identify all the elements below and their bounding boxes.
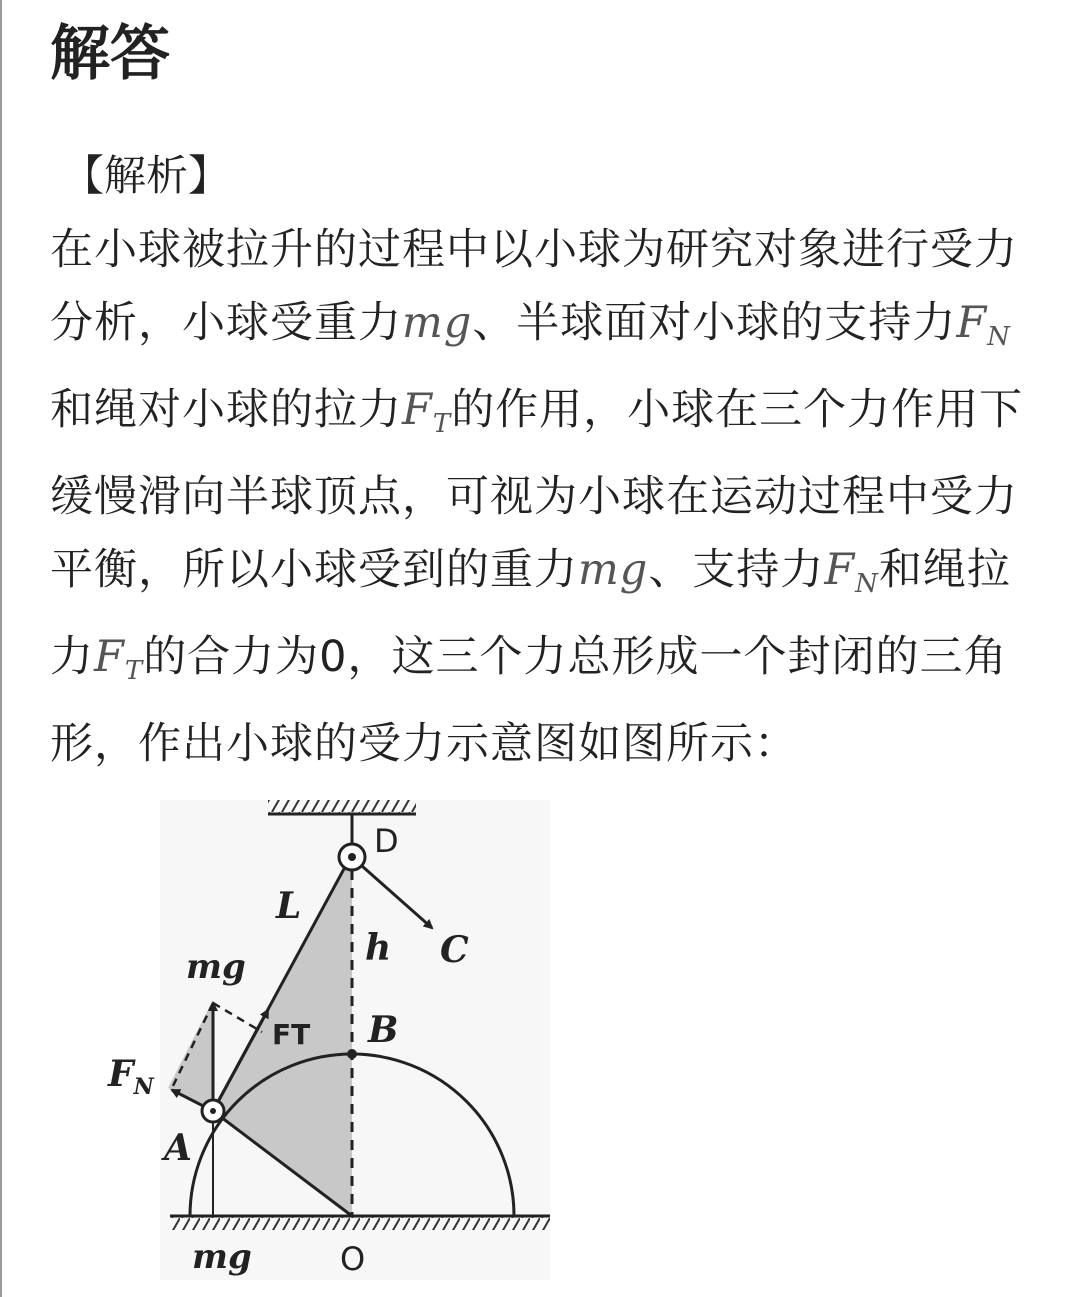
- label-ft: FT: [272, 1018, 311, 1051]
- math-sub: T: [124, 656, 144, 686]
- label-a: A: [164, 1127, 192, 1169]
- math-mg: mg: [402, 298, 473, 348]
- math-base: F: [402, 385, 433, 435]
- label-d: D: [374, 822, 399, 860]
- ball-center: [210, 1108, 216, 1114]
- text-segment: 、半球面对小球的支持力: [472, 298, 957, 348]
- text-segment: 和绳对小球的拉力: [50, 385, 402, 435]
- ceiling-hatch: [268, 800, 416, 814]
- math-ft: [94, 632, 144, 686]
- force-diagram-svg: [100, 780, 560, 1295]
- math-mg: mg: [578, 545, 649, 595]
- point-b: [347, 1049, 357, 1059]
- text-segment: 在小球被拉升的过程中以小球为研究对象进行受力分析，小球受重力: [50, 225, 1018, 348]
- math-sub: N: [987, 322, 1011, 352]
- page-title: 解答: [50, 19, 170, 89]
- label-l: L: [276, 885, 302, 927]
- text-segment: 和绳拉力: [50, 545, 1011, 682]
- label-fn: [107, 1053, 155, 1100]
- math-sub: N: [855, 569, 879, 599]
- label-fn-sub: N: [133, 1074, 154, 1100]
- label-h: h: [365, 927, 392, 969]
- math-ft: [402, 385, 452, 439]
- text-segment: 的合力为0，这三个力总形成一个封闭的三角形，作出小球的受力示意图如图所示：: [50, 632, 1008, 769]
- label-mg-bottom: mg: [192, 1237, 252, 1277]
- math-base: F: [824, 545, 856, 595]
- figure-background: [160, 800, 550, 1280]
- pulley-axle: [348, 853, 356, 861]
- label-fn-base: F: [108, 1053, 134, 1095]
- label-c: C: [440, 929, 469, 971]
- text-segment: 、支持力: [648, 545, 825, 595]
- math-base: F: [94, 632, 125, 682]
- math-base: F: [956, 298, 988, 348]
- left-border: [0, 0, 2, 1297]
- text-segment: 的作用，小球在三个力作用下缓慢滑向半球顶点，可视为小球在运动过程中受力平衡，所以小球受到的重力: [50, 385, 1024, 595]
- ground-hatch: [170, 1216, 550, 1230]
- section-label: 【解析】: [62, 151, 231, 200]
- math-sub: T: [432, 409, 452, 439]
- math-fn: [824, 545, 879, 599]
- analysis-paragraph: [50, 214, 1050, 781]
- label-o: O: [340, 1240, 366, 1278]
- label-mg-top: mg: [186, 947, 246, 987]
- math-fn: [956, 298, 1011, 352]
- force-diagram: [100, 780, 560, 1295]
- label-b: B: [368, 1009, 399, 1051]
